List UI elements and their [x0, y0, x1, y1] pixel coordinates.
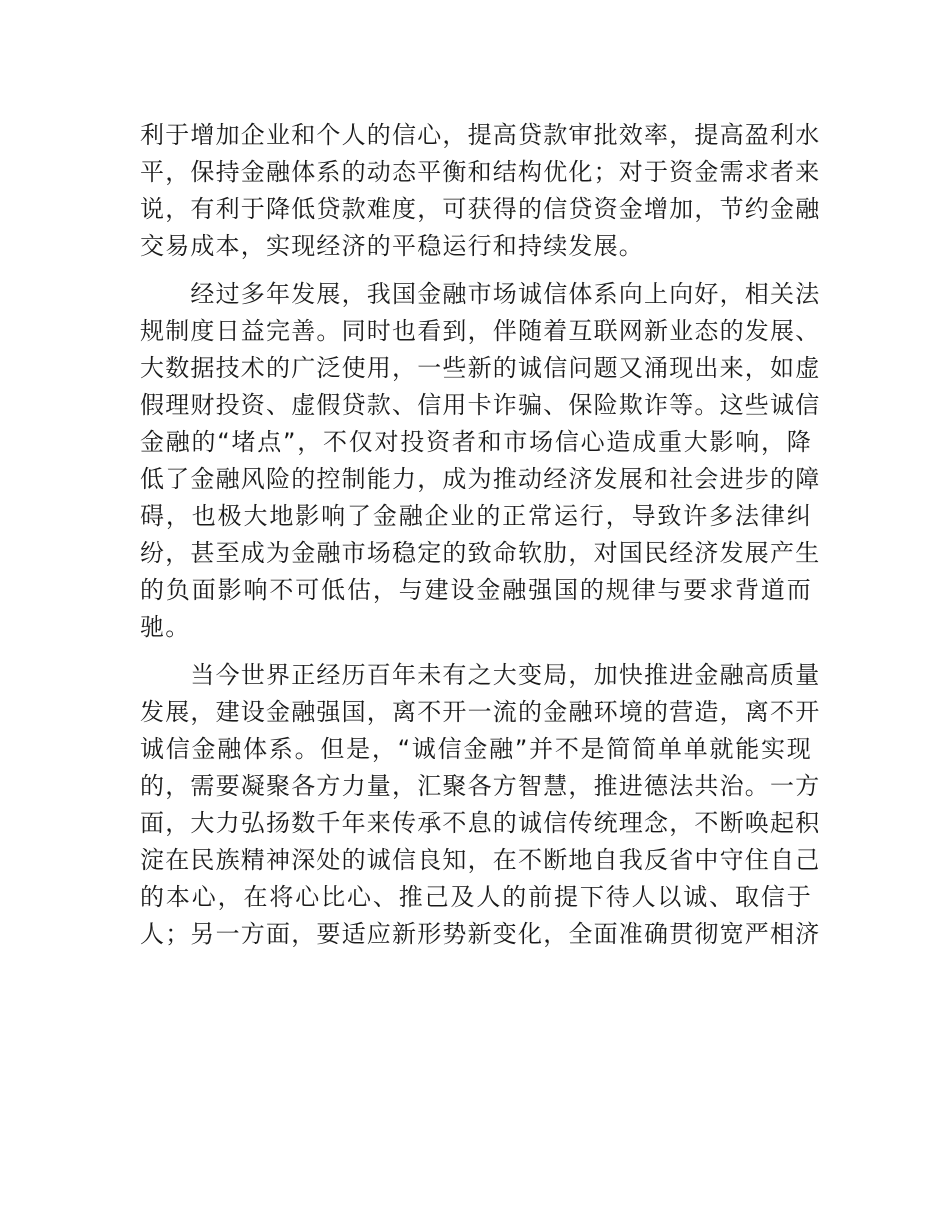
text-line: 说，有利于降低贷款难度，可获得的信贷资金增加，节约金融	[140, 195, 821, 223]
text-line: 的本心，在将心比心、推己及人的前提下待人以诚、取信于	[140, 883, 812, 911]
text-line: 假理财投资、虚假贷款、信用卡诈骗、保险欺诈等。这些诚信	[140, 391, 821, 419]
text-line: 淀在民族精神深处的诚信良知，在不断地自我反省中守住自己	[140, 846, 821, 874]
text-line: 大数据技术的广泛使用，一些新的诚信问题又涌现出来，如虚	[140, 354, 821, 382]
text-line: 当今世界正经历百年未有之大变局，加快推进金融高质量	[140, 661, 821, 689]
text-line: 面，大力弘扬数千年来传承不息的诚信传统理念，不断唤起积	[140, 809, 821, 837]
text-line: 驰。	[140, 613, 191, 641]
text-line: 交易成本，实现经济的平稳运行和持续发展。	[140, 232, 644, 260]
text-line: 平，保持金融体系的动态平衡和结构优化；对于资金需求者来	[140, 158, 821, 186]
paragraph-1	[140, 117, 821, 265]
text-line: 金融的“堵点”，不仅对投资者和市场信心造成重大影响，降	[140, 428, 812, 456]
text-line: 诚信金融体系。但是，“诚信金融”并不是简简单单就能实现	[140, 735, 812, 763]
document-page	[140, 117, 821, 953]
text-line: 低了金融风险的控制能力，成为推动经济发展和社会进步的障	[140, 465, 821, 493]
paragraph-3	[140, 657, 821, 953]
text-line: 发展，建设金融强国，离不开一流的金融环境的营造，离不开	[140, 698, 821, 726]
text-line: 利于增加企业和个人的信心，提高贷款审批效率，提高盈利水	[140, 121, 821, 149]
text-line: 的，需要凝聚各方力量，汇聚各方智慧，推进德法共治。一方	[140, 772, 821, 800]
text-line: 的负面影响不可低估，与建设金融强国的规律与要求背道而	[140, 576, 812, 604]
paragraph-2	[140, 276, 821, 646]
text-line: 规制度日益完善。同时也看到，伴随着互联网新业态的发展、	[140, 317, 821, 345]
text-line: 经过多年发展，我国金融市场诚信体系向上向好，相关法	[140, 280, 821, 308]
text-line: 纷，甚至成为金融市场稳定的致命软肋，对国民经济发展产生	[140, 539, 821, 567]
text-line: 人；另一方面，要适应新形势新变化，全面准确贯彻宽严相济	[140, 920, 821, 948]
text-line: 碍，也极大地影响了金融企业的正常运行，导致许多法律纠	[140, 502, 812, 530]
